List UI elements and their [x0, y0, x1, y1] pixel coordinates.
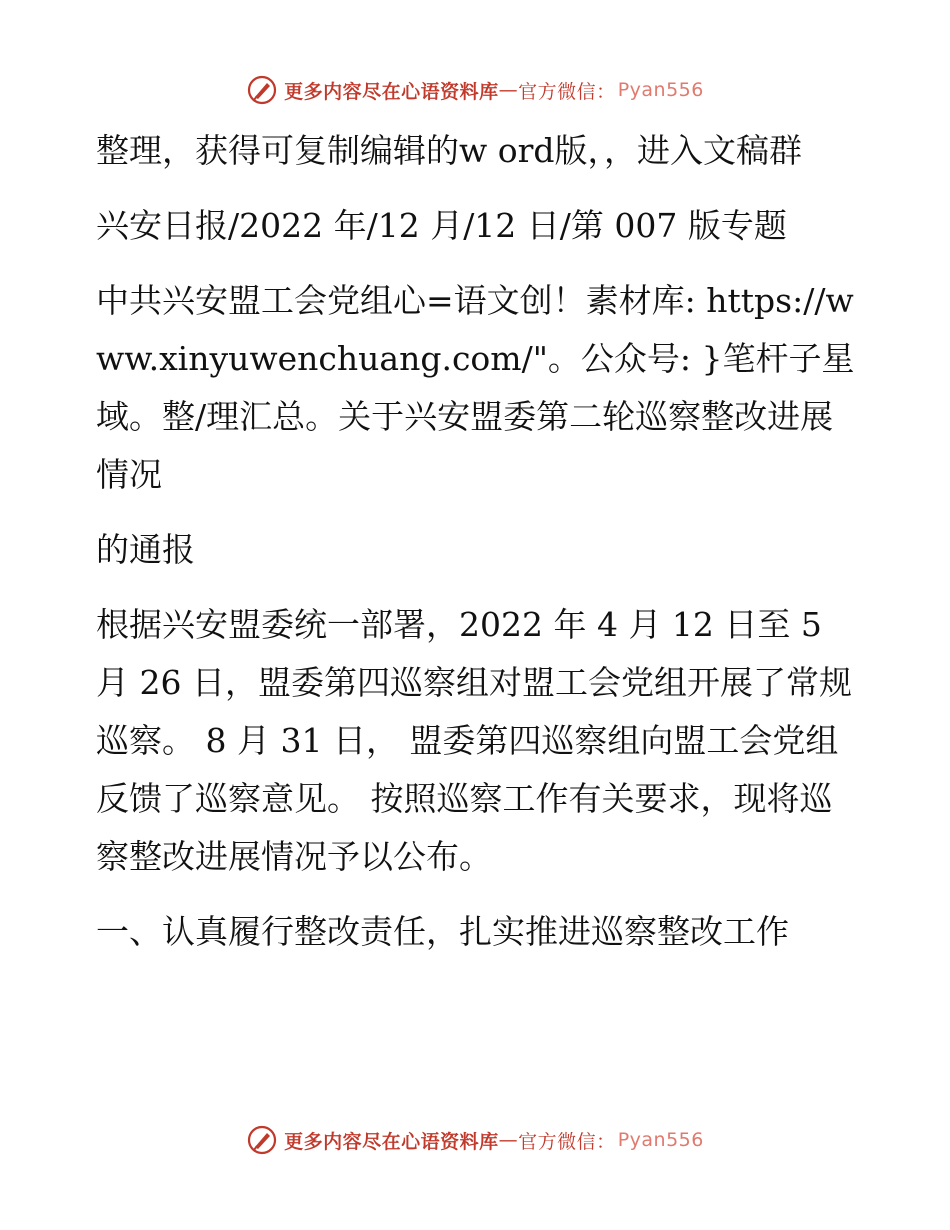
paragraph-title-cont: 的通报	[96, 530, 195, 569]
banner-text: 更多内容尽在心语资料库	[284, 1130, 499, 1153]
header-banner	[0, 70, 950, 110]
section-heading: 一、认真履行整改责任，扎实推进巡察整改工作	[96, 912, 789, 951]
banner-wechat-id: Pyan556	[617, 79, 704, 101]
paragraph-intro: 整理，获得可复制编辑的w ord版，，进入文稿群	[96, 131, 803, 170]
banner-wechat-label: 官方微信：	[518, 80, 616, 103]
quill-logo-icon	[246, 74, 278, 106]
banner-separator: —	[498, 1129, 519, 1151]
paragraph-title: 中共兴安盟工会党组心=语文创！素材库: https://www.xinyuwenchuang.com/"。公众号: }笔杆子星域。整/理汇总。关于兴安盟委第二轮巡察整改进展情况	[96, 281, 855, 494]
banner-text: 更多内容尽在心语资料库	[284, 80, 499, 103]
banner-separator: —	[498, 79, 519, 101]
banner-wechat-label: 官方微信：	[518, 1130, 616, 1153]
footer-banner	[0, 1120, 950, 1160]
quill-logo-icon	[246, 1124, 278, 1156]
paragraph-body: 根据兴安盟委统一部署，2022 年 4 月 12 日至 5 月 26 日，盟委第四巡察组对盟工会党组开展了常规巡察。 8 月 31 日， 盟委第四巡察组向盟工会党组反馈了巡察意见。 按照巡察工作有关要求，现将巡察整改进展情况予以公布。	[96, 605, 852, 876]
document-body	[96, 122, 856, 961]
paragraph-source: 兴安日报/2022 年/12 月/12 日/第 007 版专题	[96, 206, 787, 245]
banner-wechat-id: Pyan556	[617, 1129, 704, 1151]
